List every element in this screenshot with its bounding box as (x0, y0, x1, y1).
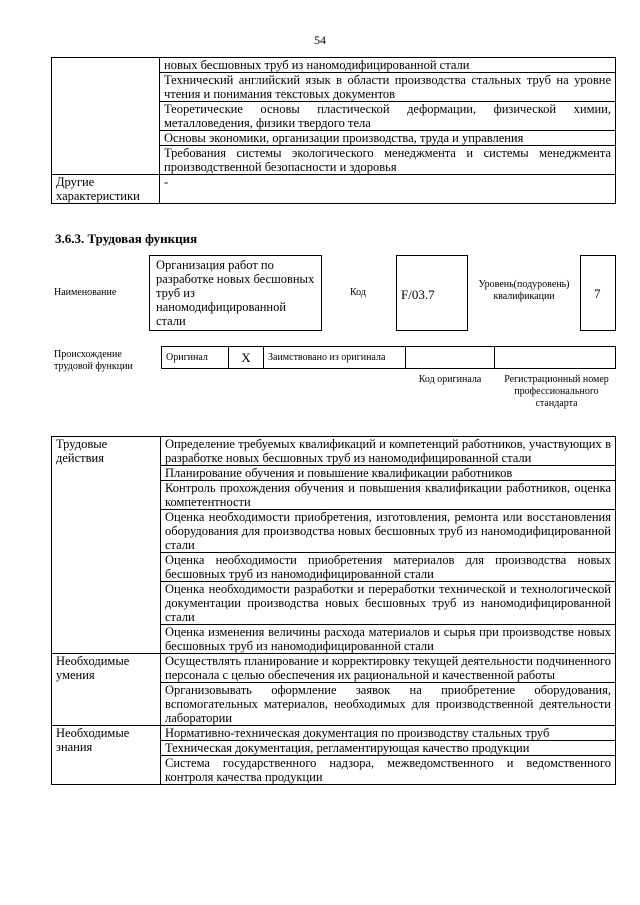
level-value: 7 (594, 286, 601, 301)
table-cell: Оценка изменения величины расхода материалов и сырья при производстве новых бесшовных труб из наномодифицированной стали (161, 625, 616, 654)
table-cell: Техническая документация, регламентирующая качество продукции (161, 741, 616, 756)
table-cell: Планирование обучения и повышение квалификации работников (161, 466, 616, 481)
table-cell: Оценка необходимости разработки и переработки технической и технологической документации производства новых бесшовных труб из наномодифицированной стали (161, 582, 616, 625)
code-original-cell (406, 347, 495, 369)
table-cell: Контроль прохождения обучения и повышения квалификации работников, оценка компетентности (161, 481, 616, 510)
table-row (162, 347, 616, 369)
function-name-box (149, 255, 322, 331)
table-row (52, 437, 616, 466)
table-cell: Основы экономики, организации производства, труда и управления (160, 131, 616, 146)
code-original-caption: Код оригинала (418, 374, 482, 385)
table-cell: Нормативно-техническая документация по производству стальных труб (161, 726, 616, 741)
table-cell: Организовывать оформление заявок на приобретение оборудования, вспомогательных материалов, необходимых для производственной деятельности лаборатории (161, 683, 616, 726)
table-cell: Теоретические основы пластической деформации, физической химии, металловедения, физики твердого тела (160, 102, 616, 131)
table-row (52, 175, 616, 204)
page-number: 54 (314, 33, 326, 47)
origin-table (161, 346, 616, 369)
name-label: Наименование (54, 287, 117, 298)
row-label-cell (52, 58, 160, 175)
table-cell: Определение требуемых квалификаций и компетенций работников, участвующих в разработке новых бесшовных труб из наномодифицированной стали (161, 437, 616, 466)
code-label: Код (350, 287, 366, 298)
section-label-required-knowledge: Необходимые знания (52, 726, 161, 785)
table-cell: Оценка необходимости приобретения материалов для производства новых бесшовных труб из наномодифицированной стали (161, 553, 616, 582)
function-name-value: Организация работ по разработке новых бесшовных труб из наномодифицированной стали (156, 258, 315, 328)
original-label: Оригинал (162, 347, 229, 369)
table-cell: - (160, 175, 616, 204)
table-cell: Требования системы экологического менеджмента и системы менеджмента производственной безопасности и здоровья (160, 146, 616, 175)
table-row (52, 654, 616, 683)
section-label-labor-actions: Трудовые действия (52, 437, 161, 654)
origin-label: Происхождение трудовой функции (54, 349, 133, 372)
table-cell: Система государственного надзора, межведомственного и ведомственного контроля качества продукции (161, 756, 616, 785)
row-label-cell: Другие характеристики (52, 175, 160, 204)
reg-number-cell (495, 347, 616, 369)
table-cell: Осуществлять планирование и корректировку текущей деятельности подчиненного персонала с целью обеспечения их рациональной и качественной работы (161, 654, 616, 683)
continuation-table (51, 57, 616, 204)
table-cell: Оценка необходимости приобретения, изготовления, ремонта или восстановления оборудования для производства новых бесшовных труб из наномодифицированной стали (161, 510, 616, 553)
code-value: F/03.7 (401, 287, 435, 302)
table-row (52, 726, 616, 741)
table-cell: новых бесшовных труб из наномодифицированной стали (160, 58, 616, 73)
section-label-required-skills: Необходимые умения (52, 654, 161, 726)
original-mark: X (229, 347, 264, 369)
borrowed-label: Заимствовано из оригинала (264, 347, 406, 369)
table-row (52, 58, 616, 73)
reg-number-caption: Регистрационный номер профессионального стандарта (504, 374, 609, 409)
level-label: Уровень(подуровень) квалификации (478, 279, 570, 302)
table-cell: Технический английский язык в области производства стальных труб на уровне чтения и понимания текстовых документов (160, 73, 616, 102)
labor-function-table (51, 436, 616, 785)
section-title: 3.6.3. Трудовая функция (55, 231, 198, 246)
